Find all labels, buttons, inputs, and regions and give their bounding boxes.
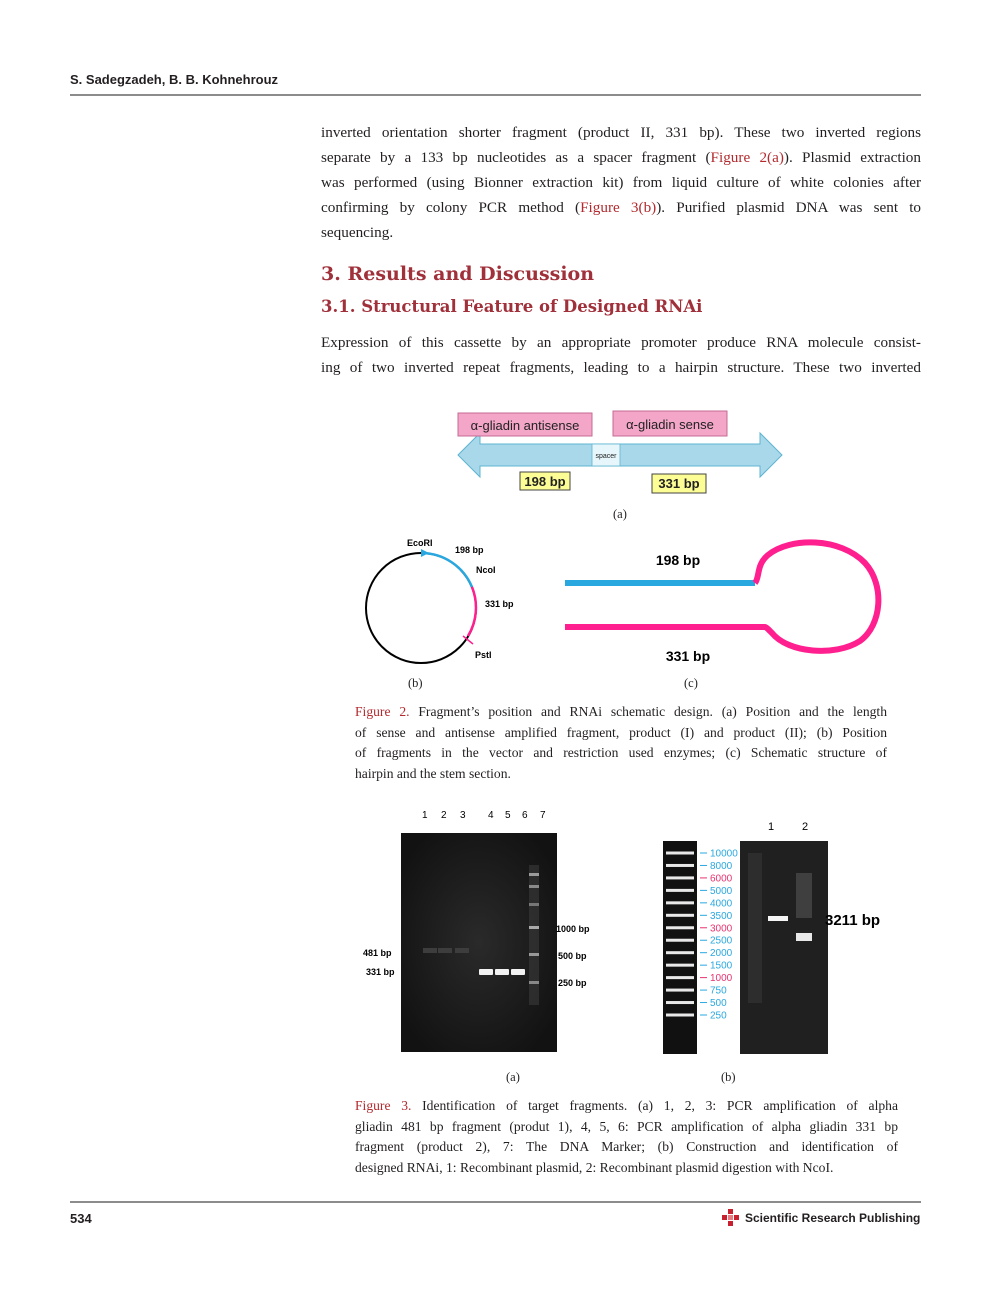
ladder-label-6000: 6000 — [710, 873, 733, 885]
figure2-caption — [355, 702, 887, 785]
faint-band-lane-2 — [438, 948, 452, 953]
gel-b-marker-smear — [748, 853, 762, 1003]
figure2-caption-line-4: hairpin and the stem section. — [355, 766, 511, 782]
figure2-caption-line-3: of fragments in the vector and restriction used enzymes; (c) Schematic structure of — [355, 745, 887, 761]
lane-2-smear — [796, 873, 812, 918]
intro-paragraph — [321, 120, 921, 245]
ladder-band — [666, 901, 694, 904]
ladder-label-2500: 2500 — [710, 935, 733, 947]
ladder-band — [666, 926, 694, 929]
ecori-arrow-icon — [421, 549, 429, 557]
marker-band — [529, 981, 539, 984]
hairpin-bottom-bp: 331 bp — [665, 648, 711, 664]
figure2-sublabel-c: (c) — [684, 676, 698, 690]
gel-b-lane-2: 2 — [802, 821, 809, 833]
figure-2a-link[interactable]: Figure 2(a) — [710, 149, 784, 166]
band-lane-6 — [511, 969, 525, 975]
ladder-gel-background — [663, 841, 697, 1054]
ladder-label-1500: 1500 — [710, 960, 733, 972]
figure3-caption-line-1: Figure 3. Identification of target fragments. (a) 1, 2, 3: PCR amplification of alpha — [355, 1098, 898, 1113]
gel-a-label-481: 481 bp — [363, 948, 392, 958]
intro-line-1: inverted orientation shorter fragment (product II, 331 bp). These two inverted regions — [321, 124, 921, 141]
faint-band-lane-1 — [423, 948, 437, 953]
running-header-authors: S. Sadegzadeh, B. B. Kohnehrouz — [70, 72, 279, 87]
left-bp-label: 198 bp — [524, 474, 566, 489]
plasmid-331-segment — [468, 587, 476, 636]
ladder-label-5000: 5000 — [710, 885, 733, 897]
antisense-label: α-gliadin antisense — [470, 418, 580, 433]
figure3-panel-b — [660, 813, 900, 1058]
band-3211-label: 3211 bp — [825, 912, 881, 929]
ladder-label-500: 500 — [710, 998, 727, 1010]
hairpin-loop — [755, 542, 878, 651]
ladder-band — [666, 951, 694, 954]
spacer-label: spacer — [595, 453, 617, 460]
figure2-panel-a — [450, 405, 790, 500]
band-lane-5 — [495, 969, 509, 975]
ladder-band — [666, 914, 694, 917]
ladder-band — [666, 976, 694, 979]
marker-band — [529, 903, 539, 906]
figure3-panel-a — [355, 803, 610, 1058]
figure2-caption-line-1: Figure 2. Fragment’s position and RNAi schematic design. (a) Position and the length — [355, 704, 887, 719]
gel-a-label-500: 500 bp — [558, 951, 587, 961]
gel-a-lane-7: 7 — [540, 810, 546, 821]
figure2-panel-b — [355, 530, 535, 670]
publisher-name: Scientific Research Publishing — [745, 1211, 921, 1225]
faint-band-lane-3 — [455, 948, 469, 953]
ecori-label: EcoRI — [407, 538, 433, 548]
publisher-logo-icon — [722, 1209, 740, 1227]
ladder-band — [666, 852, 694, 855]
figure3-caption-line-2: gliadin 481 bp fragment (produt 1), 4, 5, 6: PCR amplification of alpha gliadin 331 bp — [355, 1118, 898, 1134]
gel-a-lane-2: 2 — [441, 810, 447, 821]
ladder-label-10000: 10000 — [710, 848, 738, 860]
ladder-labels — [700, 849, 738, 1022]
ladder-band — [666, 876, 694, 879]
marker-band — [529, 926, 539, 929]
results-line-2: ing of two inverted repeat fragments, leading to a hairpin structure. These two inverted — [321, 359, 921, 376]
band-digested-plasmid — [796, 933, 812, 941]
ncoi-label: NcoI — [476, 565, 496, 575]
ladder-band — [666, 989, 694, 992]
gel-a-label-1000: 1000 bp — [556, 924, 590, 934]
gel-b-lane-1: 1 — [768, 821, 775, 833]
ladder-label-1000: 1000 — [710, 973, 733, 985]
psti-label: PstI — [475, 650, 492, 660]
gel-a-lane-1: 1 — [422, 810, 428, 821]
figure3-caption-label: Figure 3. — [355, 1098, 412, 1113]
ladder-label-2000: 2000 — [710, 948, 733, 960]
figure3-caption-line-3: fragment (product 2), 7: The DNA Marker; (b) Construction and identification of — [355, 1139, 898, 1155]
right-bp-label: 331 bp — [658, 476, 700, 491]
marker-band — [529, 873, 539, 876]
header-rule — [70, 94, 921, 96]
results-line-1: Expression of this cassette by an appropriate promoter produce RNA molecule consist- — [321, 334, 921, 351]
publisher-logo — [722, 1209, 920, 1227]
ladder-band — [666, 939, 694, 942]
gel-a-lane-3: 3 — [460, 810, 466, 821]
figure3-caption-line-4: designed RNAi, 1: Recombinant plasmid, 2: Recombinant plasmid digestion with NcoI. — [355, 1160, 834, 1176]
results-paragraph — [321, 330, 921, 380]
plasmid-198-segment — [421, 553, 472, 587]
page-number: 534 — [70, 1211, 92, 1226]
section-heading: 3. Results and Discussion — [321, 263, 595, 285]
ladder-label-4000: 4000 — [710, 898, 733, 910]
hairpin-top-bp: 198 bp — [655, 552, 701, 568]
marker-band — [529, 885, 539, 888]
ladder-label-250: 250 — [710, 1010, 727, 1022]
band-lane-4 — [479, 969, 493, 975]
intro-line-3: was performed (using Bionner extraction kit) from liquid culture of white colonies after — [321, 174, 921, 191]
ladder-band — [666, 864, 694, 867]
ladder-band — [666, 1001, 694, 1004]
figure2-sublabel-b: (b) — [408, 676, 423, 690]
figure2-sublabel-a: (a) — [613, 507, 627, 521]
ladder-label-3500: 3500 — [710, 910, 733, 922]
ladder-label-8000: 8000 — [710, 860, 733, 872]
intro-line-5: sequencing. — [321, 224, 394, 241]
ladder-label-750: 750 — [710, 985, 727, 997]
ladder-band — [666, 964, 694, 967]
figure2-caption-line-2: of sense and antisense amplified fragment, product (I) and product (II); (b) Position — [355, 724, 887, 740]
intro-line-2: separate by a 133 bp nucleotides as a spacer fragment (Figure 2(a)). Plasmid extraction — [321, 149, 921, 166]
figure2-caption-label: Figure 2. — [355, 704, 410, 719]
footer-rule — [70, 1201, 921, 1203]
ladder-band — [666, 889, 694, 892]
gel-a-label-331: 331 bp — [366, 967, 395, 977]
band-recombinant-plasmid — [768, 916, 788, 921]
ladder-band — [666, 1014, 694, 1017]
bp198-label: 198 bp — [455, 545, 484, 555]
gel-a-label-250: 250 bp — [558, 978, 587, 988]
gel-a-lane-labels — [422, 810, 546, 821]
bp331-label: 331 bp — [485, 599, 514, 609]
gel-a-lane-4: 4 — [488, 810, 494, 821]
gel-a-lane-6: 6 — [522, 810, 528, 821]
subsection-heading: 3.1. Structural Feature of Designed RNAi — [321, 297, 703, 316]
figure3-sublabel-b: (b) — [721, 1070, 736, 1084]
figure2-panel-c — [560, 535, 890, 670]
figure3-sublabel-a: (a) — [506, 1070, 520, 1084]
intro-line-4: confirming by colony PCR method (Figure 3(b)). Purified plasmid DNA was sent to — [321, 199, 921, 216]
ladder-label-3000: 3000 — [710, 923, 733, 935]
sense-label: α-gliadin sense — [626, 417, 714, 432]
gel-a-lane-5: 5 — [505, 810, 511, 821]
figure3-caption — [355, 1096, 898, 1179]
figure-3b-link[interactable]: Figure 3(b) — [580, 199, 657, 216]
marker-band — [529, 953, 539, 956]
